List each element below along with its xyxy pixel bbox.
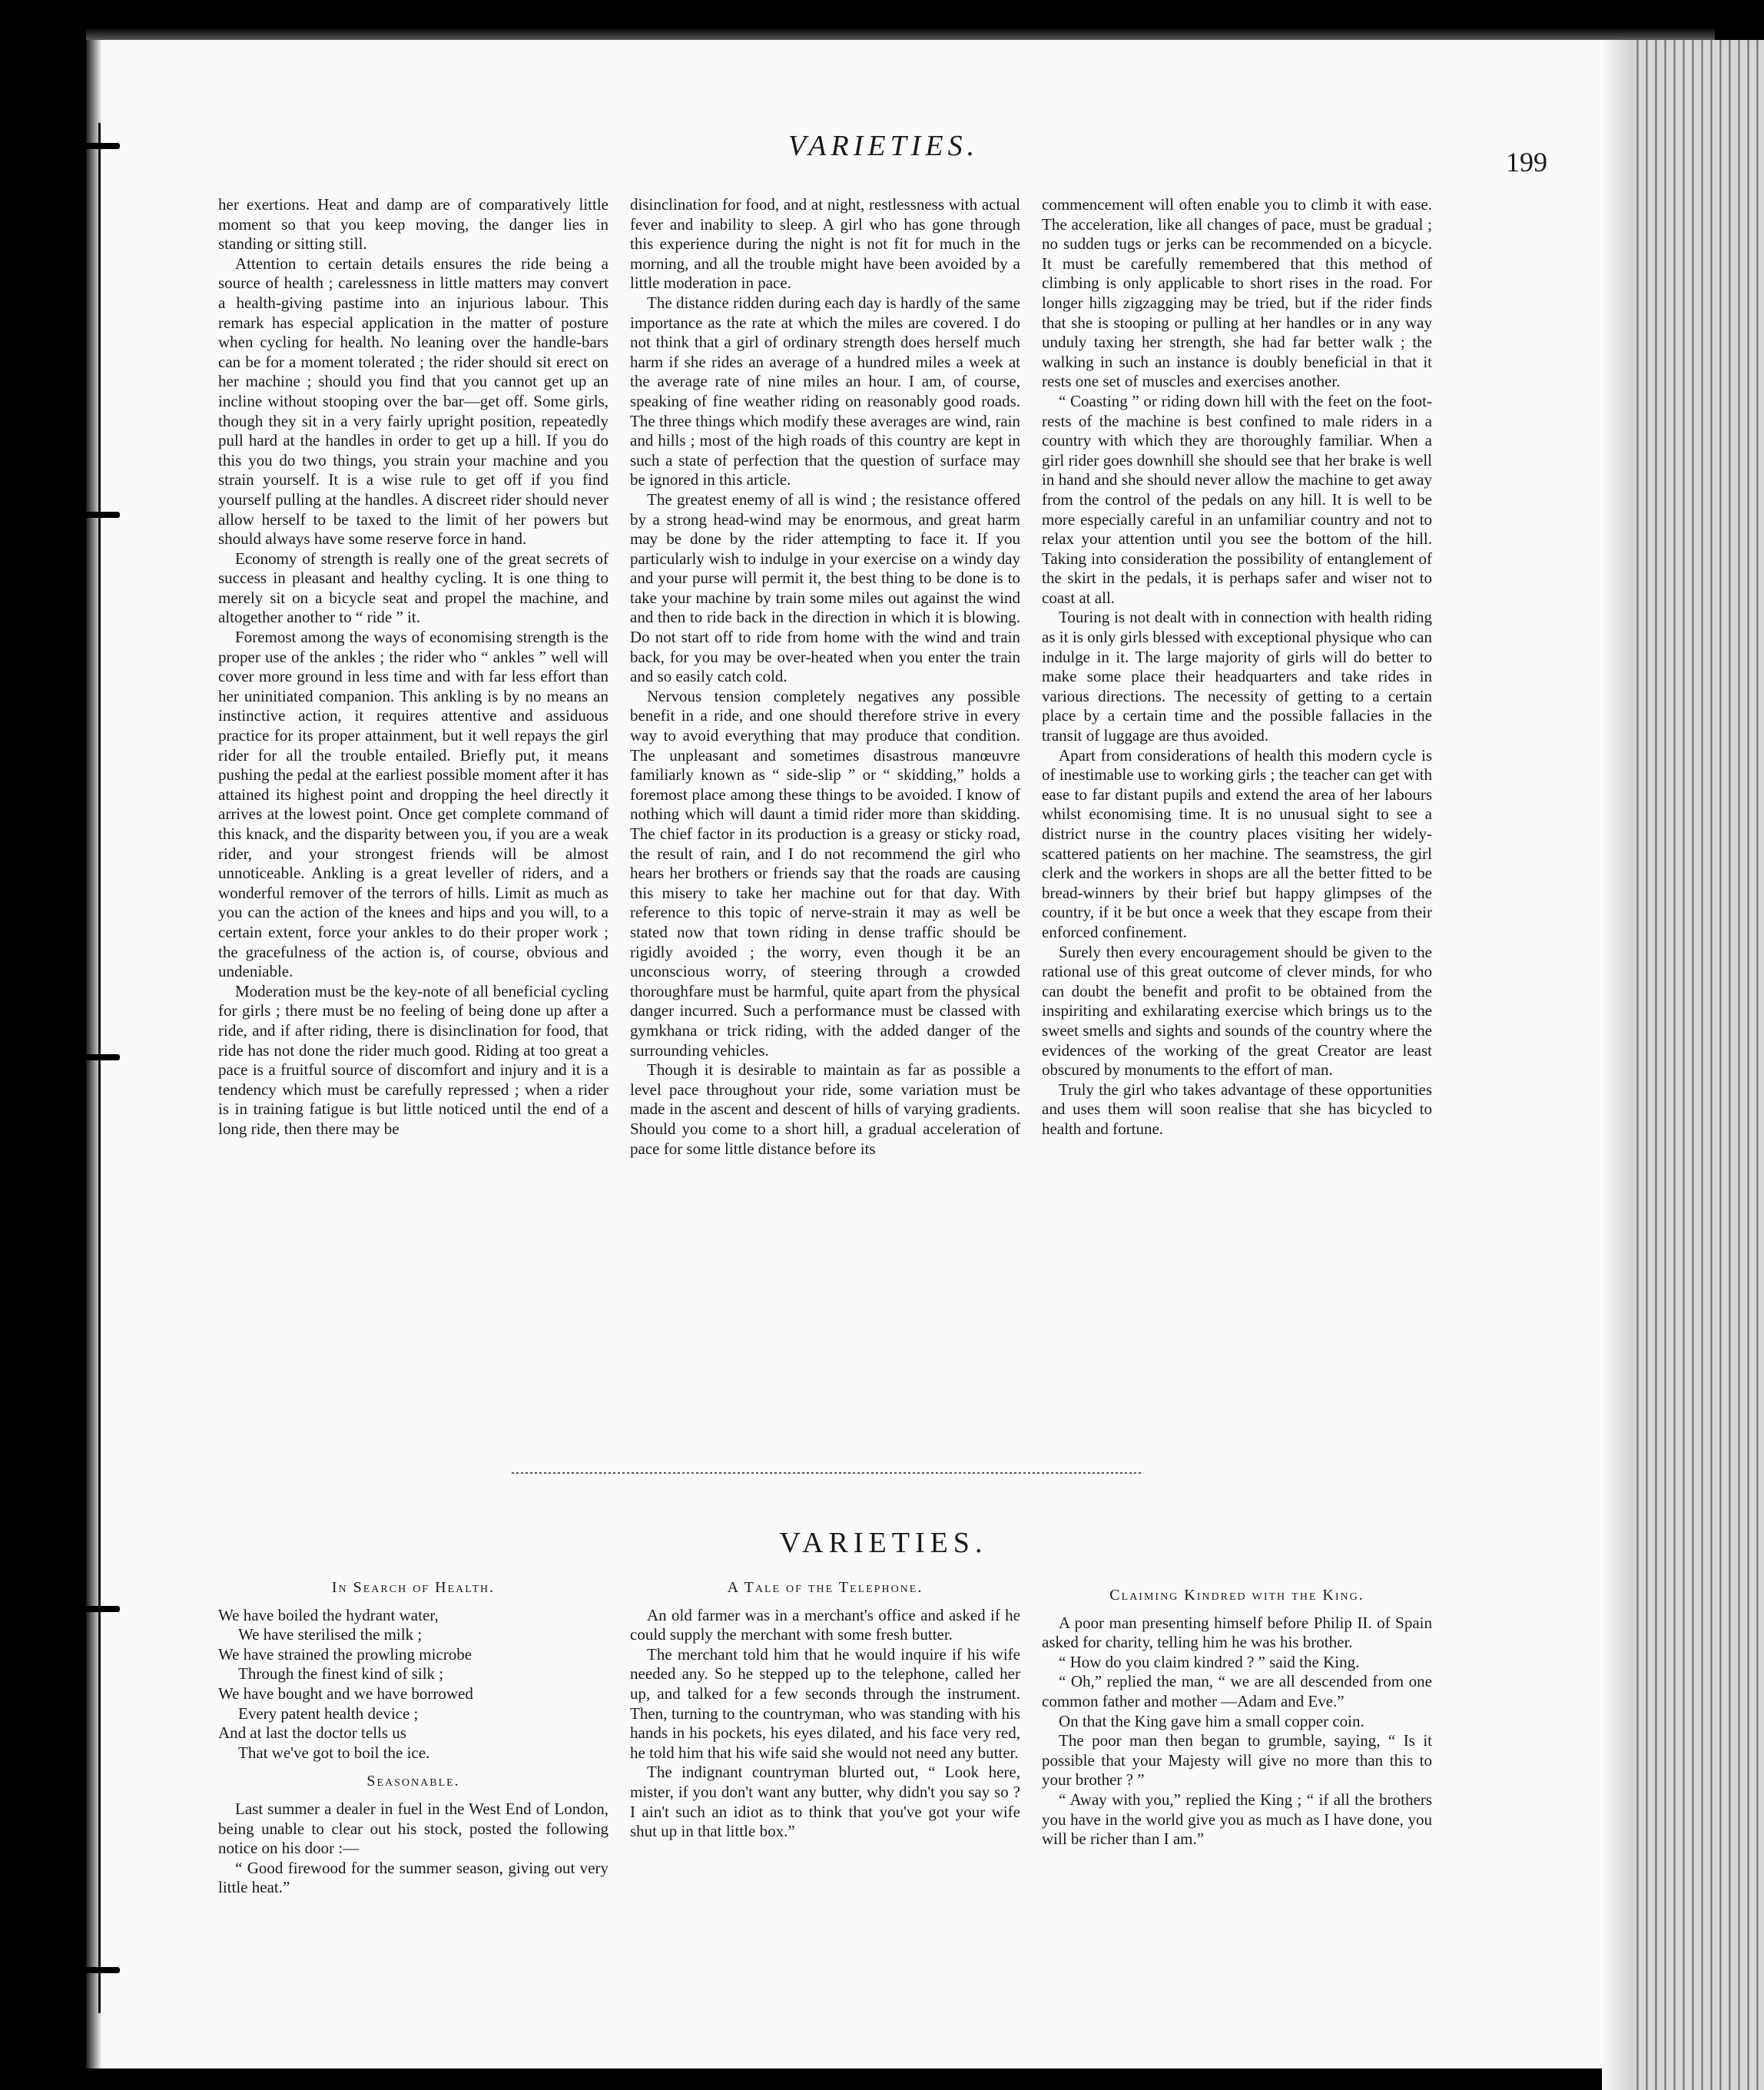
paragraph: Moderation must be the key-note of all beneficial cycling for girls ; there must be no feeling of being done up after a ride, and if after riding, there is disinclination for food, that ride has not done the rider much good. Riding at too great a pace is a fruitful source of discomfort and injury and it is a tendency which must be carefully repressed ; when a rider is in training fatigue is but little noticed until the end of a long ride, then there may be	[218, 981, 608, 1138]
varieties-column-2	[630, 1578, 1020, 1842]
paragraph: “ Away with you,” replied the King ; “ if all the brothers you have in the world give you as much as I have done, you will be richer than I am.”	[1042, 1790, 1432, 1849]
paragraph: “ Coasting ” or riding down hill with the feet on the foot-rests of the machine is best confined to male riders in a country with which they are thoroughly familiar. When a girl rider goes downhill she should see that her brake is well in hand and she should never allow the machine to get away from the control of the pedals on any hill. It is well to be more especially careful in an unfamiliar country and not to relax your attention until you see the bottom of the hill. Taking into consideration the possibility of entanglement of the skirt in the pedals, it is perhaps safer and wiser not to coast at all.	[1042, 391, 1432, 607]
binding-mark	[83, 1606, 120, 1612]
paragraph: Economy of strength is really one of the great secrets of success in pleasant and healthy cycling. It is one thing to merely sit on a bicycle seat and propel the machine, and altogether another to “ ride ” it.	[218, 549, 608, 627]
paragraph: commencement will often enable you to climb it with ease. The acceleration, like all changes of pace, must be gradual ; no sudden tugs or jerks can be recommended on a bicycle. It must be carefully remembered that this method of climbing is only applicable to short rises in the road. For longer hills zigzagging may be tried, but if the rider finds that she is stooping or pulling at her handles or in any way unduly taxing her strength, she had far better walk ; the walking in such an instance is doubly beneficial in that it rests one set of muscles and exercises another.	[1042, 195, 1432, 391]
paragraph: Attention to certain details ensures the ride being a source of health ; carelessness in little matters may convert a health-giving pastime into an injurious labour. This remark has especial application in the matter of posture when cycling for health. No leaning over the handle-bars can be for a moment tolerated ; the rider should sit erect on her machine ; should you find that you cannot get up an incline without stooping over the bar—get off. Some girls, though they sit in a very fairly upright position, repeatedly pull hard at the handles in order to get up a hill. If you do this you do two things, you strain your machine and you strain yourself. It is a wise rule to get off if you find yourself pulling at the handles. A discreet rider should never allow herself to be taxed to the limit of her powers but should always have some reserve force in hand.	[218, 254, 608, 549]
varieties-column-3	[1042, 1586, 1432, 1849]
article-column-3	[1042, 195, 1432, 1140]
item-heading: Seasonable.	[366, 1773, 460, 1790]
paragraph: An old farmer was in a merchant's office and asked if he could supply the merchant with some fresh butter.	[630, 1605, 1020, 1644]
poem-line: Through the finest kind of silk ;	[238, 1664, 444, 1684]
poem-line: That we've got to boil the ice.	[238, 1743, 430, 1762]
binding-mark	[83, 1967, 120, 1973]
paragraph: “ Oh,” replied the man, “ we are all descended from one common father and mother —Adam and Eve.”	[1042, 1672, 1432, 1710]
paragraph: On that the King gave him a small copper coin.	[1059, 1711, 1364, 1730]
paragraph: The merchant told him that he would inquire if his wife needed any. So he stepped up to the telephone, called her up, and talked for a few seconds through the instrument. Then, turning to the countryman, who was standing with his hands in his pockets, his eyes dilated, and his face very red, he told him that his wife said she would not need any butter.	[630, 1644, 1020, 1762]
paragraph: The greatest enemy of all is wind ; the resistance offered by a strong head-wind may be enormous, and great harm may be done by the rider attempting to face it. If you particularly wish to indulge in your exercise on a windy day and your purse will permit it, the best thing to be done is to take your machine by train some miles out against the wind and then to ride back in the direction in which it is blowing. Do not start off to ride from home with the wind and train back, for you may be over-heated when you enter the train and so easily catch cold.	[630, 489, 1020, 686]
varieties-title: VARIETIES.	[779, 1527, 988, 1559]
paragraph: Nervous tension completely negatives any possible benefit in a ride, and one should therefore strive in every way to avoid everything that may produce that condition. The unpleasant and sometimes disastrous manœuvre familiarly known as “ side-slip ” or “ skidding,” holds a foremost place among these things to be avoided. I know of nothing which will daunt a timid rider more than skidding. The chief factor in its production is a greasy or sticky road, the result of rain, and I do not recommend the girl who hears her brothers or friends say that the roads are causing this misery to take her machine out for that day. With reference to this topic of nerve-strain it may as well be stated now that town riding in dense traffic should be rigidly avoided ; the worry, even though it be an unconscious worry, of steering through a crowded thoroughfare must be harmful, quite apart from the physical danger incurred. Such a performance must be classed with gymkhana or trick riding, with the added danger of the surrounding vehicles.	[630, 686, 1020, 1060]
paragraph: “ Good firewood for the summer season, giving out very little heat.”	[218, 1858, 608, 1897]
paragraph: Though it is desirable to maintain as far as possible a level pace throughout your ride, some variation must be made in the ascent and descent of hills of varying gradients. Should you come to a short hill, a gradual acceleration of pace for some little distance before its	[630, 1060, 1020, 1158]
paragraph: disinclination for food, and at night, restlessness with actual fever and inability to sleep. A girl who has gone through this experience during the night is not fit for much in the morning, and all the trouble might have been avoided by a little moderation in pace.	[630, 195, 1020, 293]
item-heading: Claiming Kindred with the King.	[1109, 1587, 1364, 1604]
paragraph: “ How do you claim kindred ? ” said the King.	[1059, 1652, 1360, 1671]
poem-line: We have strained the prowling microbe	[218, 1644, 472, 1664]
article-column-1	[218, 195, 608, 1140]
item-heading: In Search of Health.	[331, 1579, 496, 1596]
paragraph: Surely then every encouragement should be given to the rational use of this great outcome of clever minds, for who can doubt the benefit and profit to be obtained from the inspiriting and exhilarating exercise which brings us to the sweet smells and sights and sounds of the country where the evidences of the working of the great Creator are least obscured by monuments to the effort of man.	[1042, 942, 1432, 1080]
poem-line: We have boiled the hydrant water,	[218, 1605, 439, 1624]
binding-mark	[83, 512, 120, 518]
poem-line: We have sterilised the milk ;	[238, 1625, 423, 1644]
paragraph: Foremost among the ways of economising strength is the proper use of the ankles ; the rider who “ ankles ” well will cover more ground in less time and with far less effort than her uninitiated companion. This ankling is by no means an instinctive action, it requires attentive and assiduous practice for its proper attainment, but it well repays the girl rider for all the trouble entailed. Briefly put, it means pushing the pedal at the earliest possible moment after it has attained its highest point and dropping the heel directly it arrives at the lowest point. Once get complete command of this knack, and the disparity between you, if you are a weak rider, and your strongest friends will be almost unnoticeable. Ankling is a great leveller of riders, and a wonderful remover of the terrors of hills. Limit as much as you can the action of the knees and hips and you will, to a certain extent, force your ankles to do their proper work ; the gracefulness of the action is, of course, obvious and undeniable.	[218, 628, 608, 981]
binding-line	[98, 123, 101, 2013]
paragraph: Truly the girl who takes advantage of these opportunities and uses them will soon realise that she has bicycled to health and fortune.	[1042, 1080, 1432, 1138]
section-divider	[512, 1472, 1142, 1474]
paragraph: The poor man then began to grumble, saying, “ Is it possible that your Majesty will give no more than this to your brother ? ”	[1042, 1731, 1432, 1790]
item-heading: A Tale of the Telephone.	[727, 1579, 923, 1596]
poem-line: We have bought and we have borrowed	[218, 1684, 473, 1703]
paragraph: Apart from considerations of health this modern cycle is of inestimable use to working girls ; the teacher can get with ease to far distant pupils and extend the area of her labours whilst economising time. It is no unusual sight to see a district nurse in the country places visiting her widely-scattered patients on her machine. The seamstress, the girl clerk and the workers in shops are all the better fitted to be bread-winners by their brief but happy glimpses of the country, if it be but once a week that they escape from their enforced confinement.	[1042, 745, 1432, 941]
paragraph: The indignant countryman blurted out, “ Look here, mister, if you don't want any butter, why didn't you say so ? I ain't such an idiot as to think that you've got your wife shut up in that little box.”	[630, 1763, 1020, 1841]
page-right-edge	[1602, 40, 1633, 2090]
binding-mark	[83, 143, 120, 149]
poem-line: And at last the doctor tells us	[218, 1723, 406, 1743]
paragraph: her exertions. Heat and damp are of comparatively little moment so that you keep moving, the danger lies in standing or sitting still.	[218, 195, 608, 254]
poem-line: Every patent health device ;	[238, 1704, 419, 1723]
paragraph: The distance ridden during each day is hardly of the same importance as the rate at which the miles are covered. I do not think that a girl of ordinary strength does herself much harm if she rides an average of a hundred miles a week at the average rate of nine miles an hour. I am, of course, speaking of fine weather riding on reasonably good roads. The three things which modify these averages are wind, rain and hills ; most of the high roads of this country are kept in such a state of perfection that the question of surface may be ignored in this article.	[630, 293, 1020, 489]
varieties-column-1	[218, 1578, 608, 1898]
paragraph: Last summer a dealer in fuel in the West End of London, being unable to clear out his stock, posted the following notice on his door :—	[218, 1799, 608, 1858]
poem	[218, 1606, 608, 1763]
paragraph: A poor man presenting himself before Philip II. of Spain asked for charity, telling him he was his brother.	[1042, 1613, 1432, 1652]
article-column-2	[630, 195, 1020, 1159]
page-number: 199	[1506, 147, 1547, 177]
paragraph: Touring is not dealt with in connection with health riding as it is only girls blessed with exceptional physique who can indulge in it. The large majority of girls will do better to make some place their headquarters and take rides in various directions. The necessity of getting to a certain place by a certain time and the possible fallacies in the transit of luggage are thus avoided.	[1042, 608, 1432, 745]
running-head: VARIETIES.	[788, 130, 980, 162]
binding-mark	[83, 1054, 120, 1060]
